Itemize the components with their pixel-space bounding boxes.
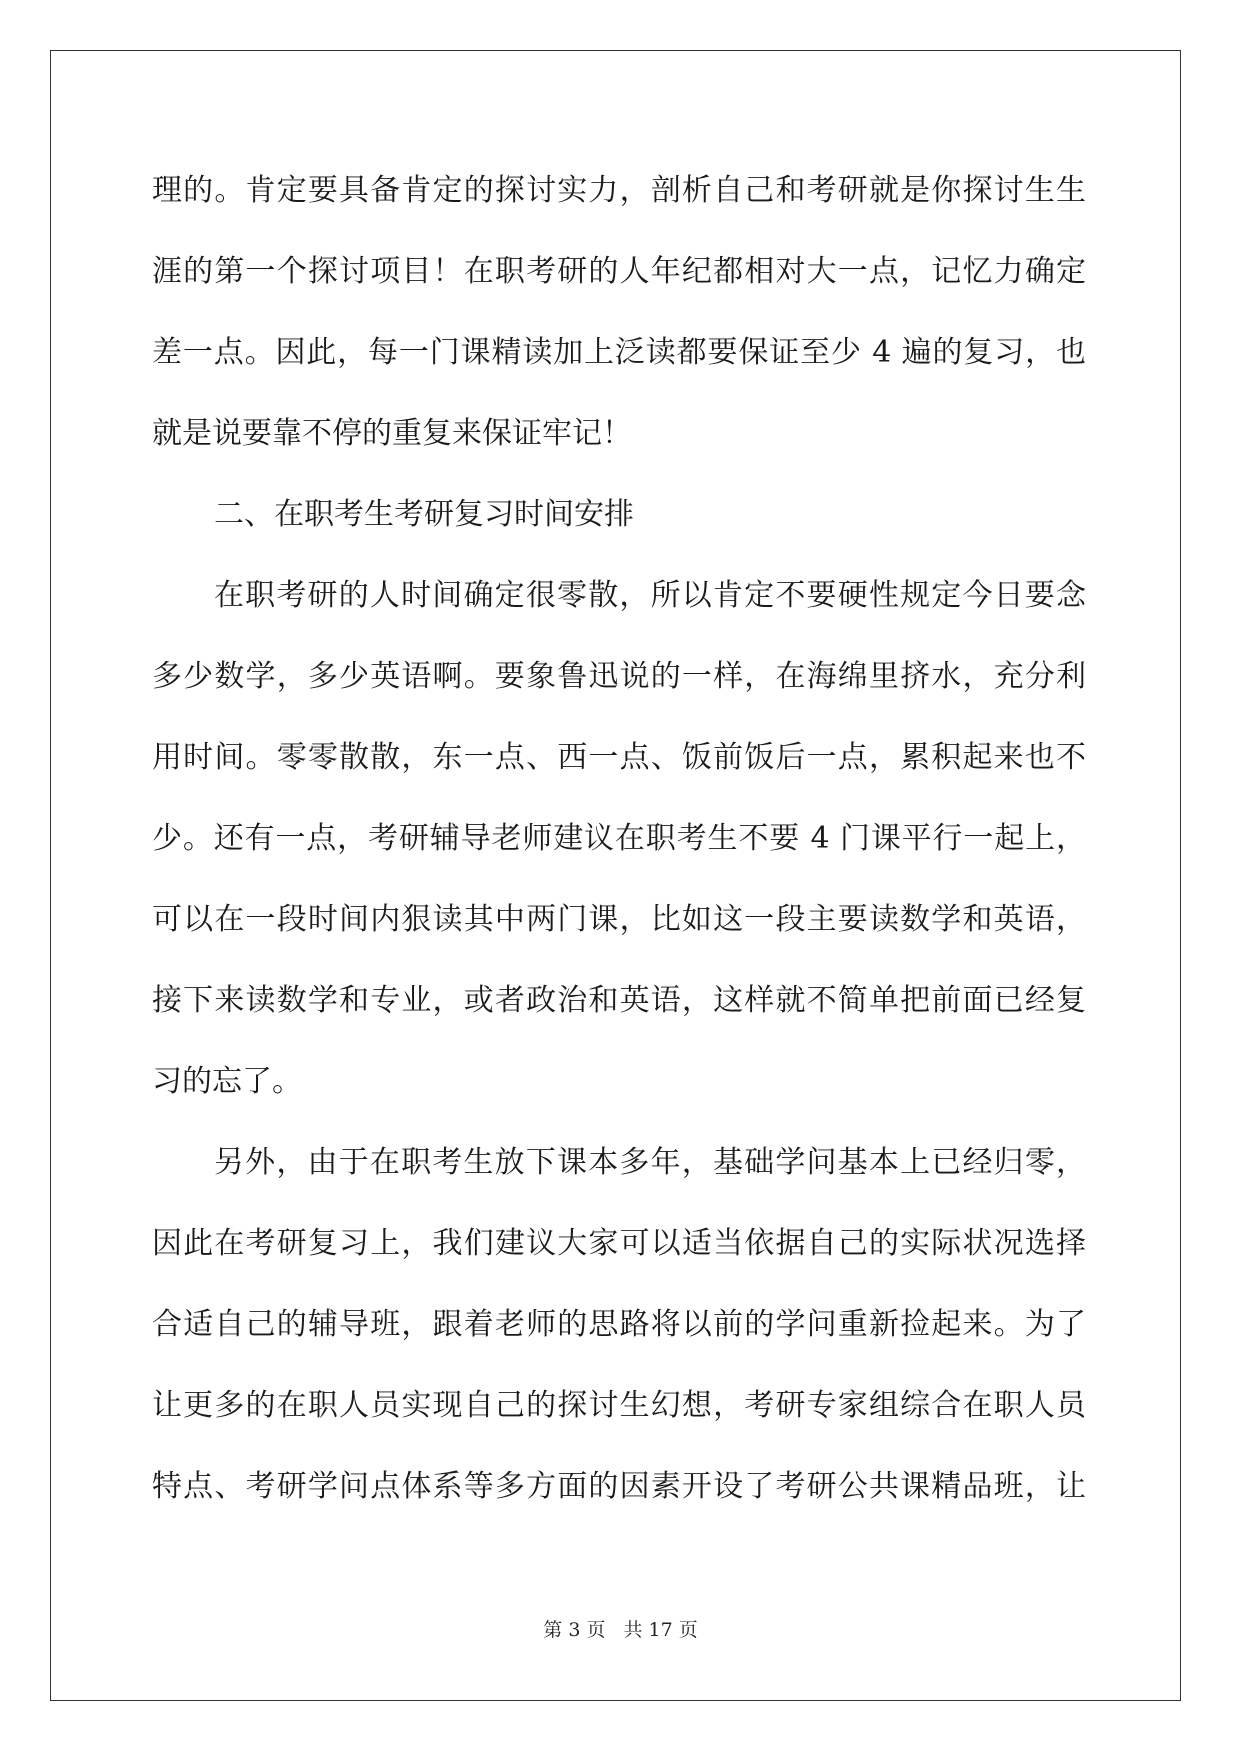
text-line: 就是说要靠不停的重复来保证牢记！	[152, 416, 632, 451]
text-line: 用时间。零零散散，东一点、西一点、饭前饭后一点，累积起来也不	[152, 740, 1086, 775]
text-line: 涯的第一个探讨项目！在职考研的人年纪都相对大一点，记忆力确定	[152, 254, 1086, 289]
text-line: 接下来读数学和专业，或者政治和英语，这样就不简单把前面已经复	[152, 983, 1086, 1018]
text-line: 在职考研的人时间确定很零散，所以肯定不要硬性规定今日要念	[214, 578, 1086, 613]
text-line: 可以在一段时间内狠读其中两门课，比如这一段主要读数学和英语，	[152, 902, 1086, 937]
page-number: 第 3 页	[543, 1619, 606, 1641]
section-heading: 二、在职考生考研复习时间安排	[214, 497, 634, 532]
text-line: 因此在考研复习上，我们建议大家可以适当依据自己的实际状况选择	[152, 1226, 1086, 1261]
text-line: 让更多的在职人员实现自己的探讨生幻想，考研专家组综合在职人员	[152, 1388, 1086, 1423]
text-line: 理的。肯定要具备肯定的探讨实力，剖析自己和考研就是你探讨生生	[152, 173, 1086, 208]
text-line: 多少数学，多少英语啊。要象鲁迅说的一样，在海绵里挤水，充分利	[152, 659, 1086, 694]
text-line: 合适自己的辅导班，跟着老师的思路将以前的学问重新捡起来。为了	[152, 1307, 1086, 1342]
text-line: 少。还有一点，考研辅导老师建议在职考生不要 4 门课平行一起上，	[152, 821, 1086, 856]
text-line: 差一点。因此，每一门课精读加上泛读都要保证至少 4 遍的复习，也	[152, 335, 1086, 370]
document-body	[152, 163, 1086, 1540]
page-total: 共 17 页	[623, 1619, 698, 1641]
text-line: 特点、考研学问点体系等多方面的因素开设了考研公共课精品班，让	[152, 1469, 1086, 1504]
text-line: 另外，由于在职考生放下课本多年，基础学问基本上已经归零，	[214, 1145, 1086, 1180]
page-footer	[0, 1615, 1241, 1642]
text-line: 习的忘了。	[152, 1064, 302, 1099]
